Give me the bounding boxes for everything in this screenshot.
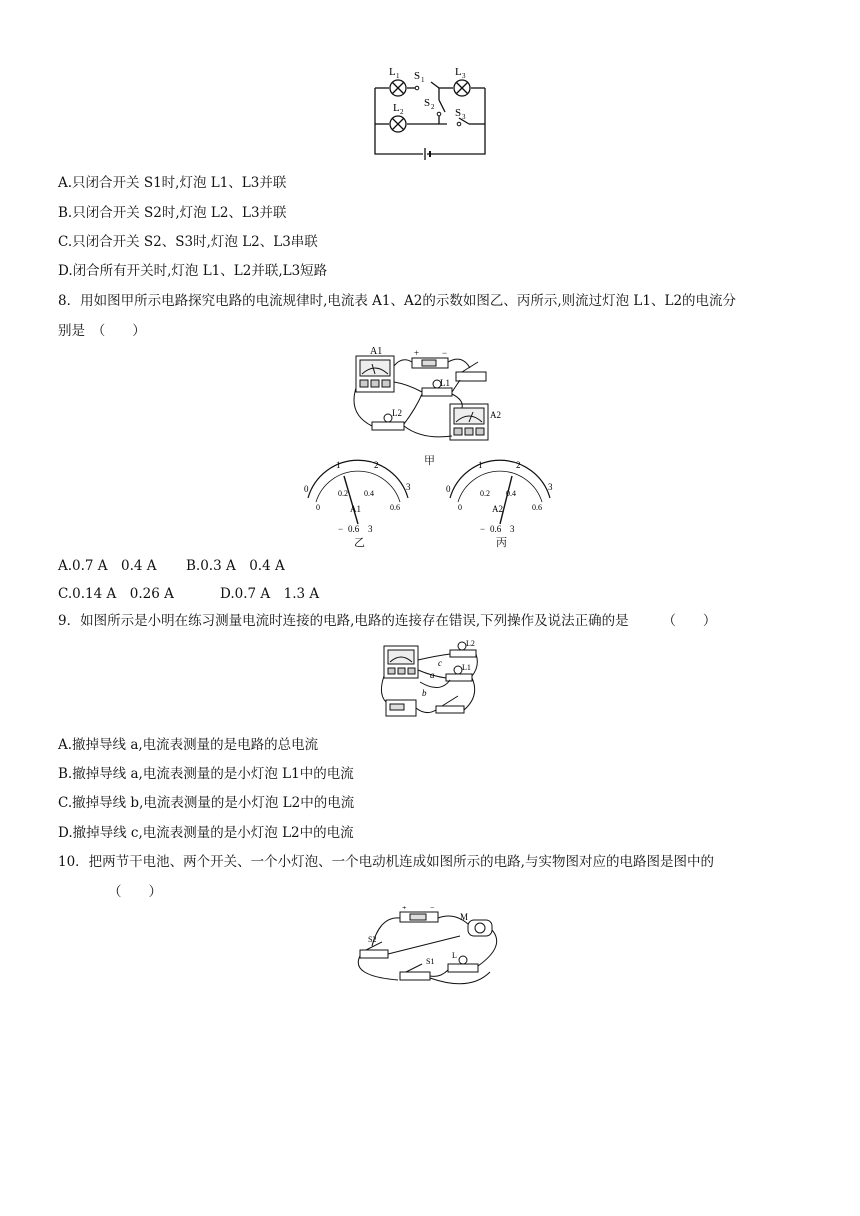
wire-label-c: c — [438, 658, 442, 668]
scale-bottom-3: 0.6 — [390, 503, 400, 512]
q7-option-c: C.只闭合开关 S2、S3时,灯泡 L2、L3串联 — [58, 234, 318, 250]
scale-bottom-3: 0.6 — [532, 503, 542, 512]
terminal-3-bing: 3 — [510, 524, 515, 534]
terminal-06-bing: 0.6 — [490, 524, 502, 534]
q9-option-c: C.撤掉导线 b,电流表测量的是小灯泡 L2中的电流 — [58, 795, 355, 811]
label-S1: S — [414, 70, 421, 82]
scale-top-1: 1 — [478, 460, 483, 470]
scale-bottom-1: 0.2 — [480, 489, 490, 498]
label-L3-sub: 3 — [462, 72, 466, 80]
lamp-label-l2: L2 — [392, 408, 402, 418]
terminal-06-yi: 0.6 — [348, 524, 360, 534]
q8-stem-line2: 别是 （ ） — [58, 323, 146, 339]
circuit-photo-q9 — [380, 636, 480, 722]
scale-top-2: 2 — [516, 460, 521, 470]
scale-top-0: 0 — [304, 484, 309, 494]
label-L1: L — [389, 66, 396, 78]
battery-plus-q10: + — [402, 906, 407, 912]
ammeter-yi — [298, 454, 418, 540]
circuit-photo-jia — [352, 344, 502, 462]
lamp-label-l2-q9: L2 — [466, 639, 475, 648]
scale-bottom-1: 0.2 — [338, 489, 348, 498]
q9-option-a: A.撤掉导线 a,电流表测量的是电路的总电流 — [58, 737, 319, 753]
needle-bing — [500, 476, 512, 524]
q8-option-b: B.0.3 A 0.4 A — [186, 558, 285, 574]
label-S1-sub: 1 — [421, 76, 425, 84]
q9-stem: 9．如图所示是小明在练习测量电流时连接的电路,电路的连接存在错误,下列操作及说法正确的是 （ ） — [58, 613, 717, 629]
scale-bottom-2: 0.4 — [364, 489, 374, 498]
scale-top-3: 3 — [548, 482, 553, 492]
q8-option-a: A.0.7 A 0.4 A — [58, 558, 157, 574]
battery-minus: − — [442, 348, 448, 358]
battery-minus-q10: − — [430, 906, 435, 912]
label-L3: L — [455, 66, 462, 78]
battery-plus: + — [414, 348, 420, 358]
meter-label-a1: A1 — [370, 346, 383, 357]
terminal-minus-bing: − — [480, 524, 486, 534]
scale-top-0: 0 — [446, 484, 451, 494]
label-L1-sub: 1 — [396, 72, 400, 80]
label-S3-sub: 3 — [462, 113, 466, 121]
label-S2-sub: 2 — [431, 103, 435, 111]
q7-option-b: B.只闭合开关 S2时,灯泡 L2、L3并联 — [58, 205, 287, 221]
terminal-3-yi: 3 — [368, 524, 373, 534]
ammeter-bing — [440, 454, 560, 540]
lamp-label-l-q10: L — [452, 951, 457, 960]
switch-label-s2: S2 — [368, 935, 377, 944]
circuit-diagram-q7 — [365, 62, 495, 162]
terminal-minus-yi: − — [338, 524, 344, 534]
scale-bottom-0: 0 — [458, 503, 462, 512]
q9-option-b: B.撤掉导线 a,电流表测量的是小灯泡 L1中的电流 — [58, 766, 354, 782]
circuit-photo-q10 — [350, 906, 510, 992]
label-S2: S — [424, 97, 431, 109]
fig-label-bing: 丙 — [496, 536, 507, 549]
switch-label-s1: S1 — [426, 957, 435, 966]
label-S3: S — [455, 107, 462, 119]
meter-name-bing: A2 — [492, 504, 503, 514]
label-L2: L — [393, 102, 400, 114]
scale-top-1: 1 — [336, 460, 341, 470]
motor-label: M — [460, 912, 469, 922]
q8-option-d: D.0.7 A 1.3 A — [220, 586, 320, 602]
q10-blank: （ ） — [108, 884, 162, 900]
scale-top-2: 2 — [374, 460, 379, 470]
q7-option-a: A.只闭合开关 S1时,灯泡 L1、L3并联 — [58, 175, 287, 191]
meter-name-yi: A1 — [350, 504, 361, 514]
scale-top-3: 3 — [406, 482, 411, 492]
q8-stem-line1: 8．用如图甲所示电路探究电路的电流规律时,电流表 A1、A2的示数如图乙、丙所示,则流过灯泡 L1、L2的电流分 — [58, 293, 737, 309]
lamp-label-l1: L1 — [440, 378, 450, 388]
q7-option-d: D.闭合所有开关时,灯泡 L1、L2并联,L3短路 — [58, 263, 328, 279]
needle-yi — [344, 476, 358, 524]
fig-label-yi: 乙 — [354, 536, 365, 549]
q9-option-d: D.撤掉导线 c,电流表测量的是小灯泡 L2中的电流 — [58, 825, 354, 841]
lamp-label-l1-q9: L1 — [462, 663, 471, 672]
label-L2-sub: 2 — [400, 108, 404, 116]
meter-label-a2: A2 — [490, 410, 501, 420]
q10-stem: 10．把两节干电池、两个开关、一个小灯泡、一个电动机连成如图所示的电路,与实物图对应的电路图是图中的 — [58, 854, 714, 870]
scale-bottom-2: 0.4 — [506, 489, 516, 498]
fig-label-jia: 甲 — [424, 454, 435, 467]
wire-label-b: b — [422, 688, 427, 698]
q8-option-c: C.0.14 A 0.26 A — [58, 586, 174, 602]
wire-label-a: a — [430, 670, 435, 680]
scale-bottom-0: 0 — [316, 503, 320, 512]
